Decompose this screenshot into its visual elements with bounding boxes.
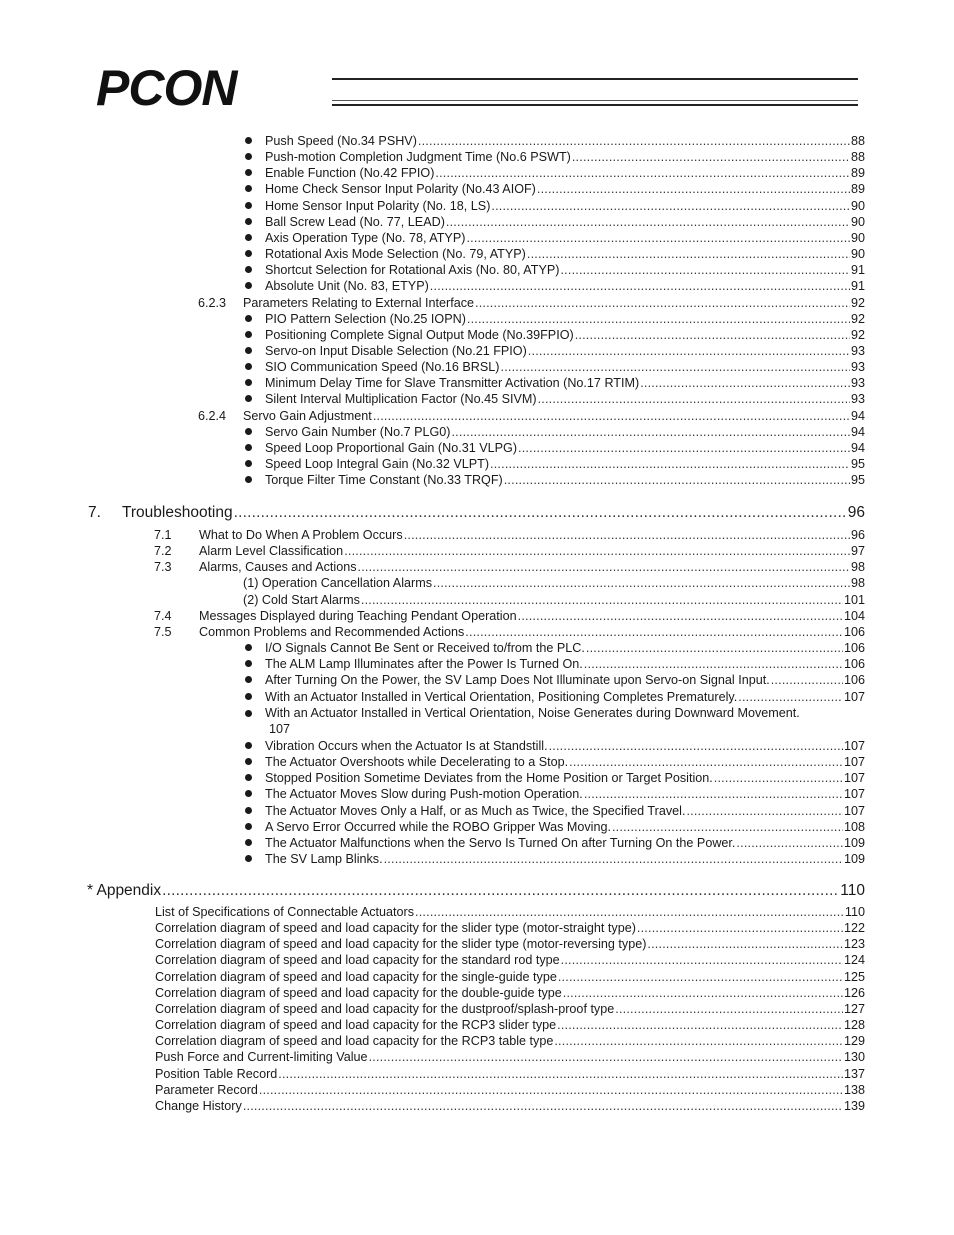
toc-page-number: 130 [843,1050,865,1065]
leader-dots [686,803,843,819]
toc-title: The SV Lamp Blinks. [265,852,383,866]
leader-dots [466,230,850,246]
toc-title: Troubleshooting [122,504,233,521]
toc-page-number: 94 [850,440,865,455]
leader-dots [344,543,850,559]
toc-page-number: 91 [850,263,865,278]
toc-item [265,851,865,867]
toc-page-number: 127 [843,1001,865,1016]
bullet-icon [245,823,252,830]
toc-item [155,985,865,1001]
bullet-icon [245,315,252,322]
toc-item [265,375,865,391]
leader-dots [435,165,850,181]
toc-item [265,835,865,851]
toc-title: The Actuator Moves Only a Half, or as Much as Twice, the Specified Travel. [265,803,686,818]
toc-title: Correlation diagram of speed and load capacity for the RCP3 slider type [155,1018,557,1033]
toc-page-number: 107 [843,755,865,770]
toc-page-number: 139 [843,1098,865,1113]
bullet-icon [245,282,252,289]
toc-page-number: 95 [850,457,865,471]
toc-item [265,246,865,262]
toc-page-number: 124 [843,953,865,968]
toc-title: The Actuator Malfunctions when the Servo Is Turned On after Turning On the Power. [265,835,736,850]
toc-page-number: 110 [840,882,865,899]
leader-dots [475,295,850,311]
bullet-icon [245,137,252,144]
bullet-icon [245,742,252,749]
leader-dots [714,770,843,786]
bullet-icon [245,379,252,386]
leader-dots [736,835,843,851]
toc-title: After Turning On the Power, the SV Lamp Does Not Illuminate upon Servo-on Signal Input. [265,673,770,688]
toc-title: I/O Signals Cannot Be Sent or Received to/from the PLC. [265,641,585,656]
toc-number: 7.1 [154,528,172,542]
bullet-icon [245,395,252,402]
toc-title: What to Do When A Problem Occurs [199,528,403,542]
leader-dots [637,920,843,936]
header-rule-bottom [332,104,858,106]
leader-dots [558,969,843,985]
toc-item [155,969,865,985]
toc-title: Enable Function (No.42 FPIO) [265,166,435,181]
toc-page-number: 96 [850,528,865,542]
leader-dots [538,391,850,407]
toc-title: Servo Gain Adjustment [243,408,372,423]
toc-item [265,656,865,672]
toc-subsection [198,295,865,311]
leader-dots [560,262,850,278]
leader-dots [433,575,850,591]
toc-page-number: 88 [850,150,865,165]
toc-subsection [198,408,865,424]
leader-dots [584,786,843,802]
leader-dots [575,327,850,343]
toc-title: The Actuator Overshoots while Decelerating to a Stop. [265,755,569,770]
leader-dots [418,133,850,149]
toc-page-number: 90 [850,230,865,245]
toc-page-number: 90 [850,198,865,213]
pcon-logo [96,60,336,116]
leader-dots [404,527,850,543]
toc-section [154,608,865,624]
leader-dots [259,1082,843,1098]
bullet-icon [245,710,252,717]
bullet-icon [245,476,252,483]
toc-item [265,640,865,656]
toc-item [265,230,865,246]
leader-dots [518,608,843,624]
toc-item [155,1017,865,1033]
bullet-icon [245,428,252,435]
leader-dots [415,904,844,920]
toc-number: 6.2.4 [198,408,227,423]
toc-item [265,819,865,835]
toc-page-number: 106 [843,641,865,656]
leader-dots [490,456,850,472]
toc-page-number: 89 [850,166,865,181]
leader-dots [615,1001,843,1017]
leader-dots [549,738,843,754]
toc-title: The ALM Lamp Illuminates after the Power Is Turned On. [265,657,583,672]
toc-title: Vibration Occurs when the Actuator Is at Standstill. [265,738,548,753]
toc-title: With an Actuator Installed in Vertical Orientation, Positioning Completes Prematurely. [265,689,738,704]
toc-page-number: 109 [843,835,865,850]
toc-page-number: 92 [850,327,865,342]
toc-item [155,936,865,952]
toc-item [265,198,865,214]
toc-title: Minimum Delay Time for Slave Transmitter Activation (No.17 RTIM) [265,376,640,391]
leader-dots [451,424,850,440]
toc-number: 7.2 [154,544,172,559]
leader-dots [586,640,843,656]
leader-dots [162,881,839,900]
toc-title: Stopped Position Sometime Deviates from the Home Position or Target Position. [265,771,713,786]
toc-page-number: 107 [843,689,865,704]
toc-page-number: 90 [850,247,865,262]
toc-number: 7.3 [154,560,172,575]
toc-page-number: 91 [850,279,865,294]
toc-item [265,133,865,149]
bullet-icon [245,693,252,700]
leader-dots [234,503,847,522]
toc-section [154,624,865,640]
toc-item [265,672,865,688]
bullet-icon [245,218,252,225]
toc-item [265,770,865,786]
toc-page-number: 104 [843,608,865,623]
bullet-icon [245,644,252,651]
bullet-icon [245,790,252,797]
toc-page-number: 109 [843,852,865,866]
leader-dots [584,656,843,672]
toc-chapter [88,503,865,522]
toc-item-wrapped: With an Actuator Installed in Vertical Orientation, Noise Generates during Downward Movement. [265,705,800,720]
toc-page-number: 138 [843,1082,865,1097]
toc-page-number: 110 [844,905,865,919]
leader-dots [446,214,850,230]
toc-item [155,1033,865,1049]
leader-dots [384,851,843,867]
toc-item [265,472,865,488]
toc-title: Torque Filter Time Constant (No.33 TRQF) [265,473,503,488]
toc-title: Alarms, Causes and Actions [199,560,357,575]
bullet-icon [245,185,252,192]
toc-page-number: 106 [843,673,865,688]
leader-dots [430,278,850,294]
bullet-icon [245,774,252,781]
toc-item [265,214,865,230]
bullet-icon [245,266,252,273]
toc-title: Parameter Record [155,1082,258,1097]
leader-dots [373,408,850,424]
toc-page-number: 93 [850,360,865,375]
toc-page-number: 107 [843,803,865,818]
leader-dots [361,592,843,608]
toc-page-number: 107 [843,738,865,753]
toc-page-number: 129 [843,1034,865,1049]
toc-page-number: 107 [269,721,291,736]
leader-dots [569,754,843,770]
bullet-icon [245,660,252,667]
toc-item [265,165,865,181]
toc-item [265,359,865,375]
leader-dots [563,985,843,1001]
bullet-icon [245,839,252,846]
toc-page-number: 107 [843,787,865,802]
toc-page-number: 106 [843,624,865,639]
toc-title: Correlation diagram of speed and load capacity for the standard rod type [155,953,560,968]
toc-title: * Appendix [87,882,162,899]
toc-page-number: 92 [850,295,865,310]
toc-title: Home Check Sensor Input Polarity (No.43 AIOF) [265,182,536,197]
leader-dots [771,672,843,688]
toc-section [154,543,865,559]
toc-item [243,592,865,608]
toc-page-number: 137 [843,1066,865,1081]
logo-text: PCON [96,60,237,116]
toc-title: (1) Operation Cancellation Alarms [243,576,432,591]
leader-dots [561,952,843,968]
toc-page-number: 94 [850,408,865,423]
bullet-icon [245,250,252,257]
leader-dots [527,246,850,262]
toc-title: Speed Loop Integral Gain (No.32 VLPT) [265,457,490,471]
bullet-icon [245,460,252,467]
toc-title: PIO Pattern Selection (No.25 IOPN) [265,311,466,326]
toc-section [154,527,865,543]
bullet-icon [245,676,252,683]
leader-dots [554,1033,843,1049]
leader-dots [243,1098,843,1114]
toc-title: Absolute Unit (No. 83, ETYP) [265,279,429,294]
leader-dots [647,936,843,952]
toc-item [265,803,865,819]
leader-dots [491,198,850,214]
leader-dots [528,343,850,359]
toc-section [154,559,865,575]
toc-page-number: 98 [850,576,865,591]
toc-item [265,181,865,197]
leader-dots [369,1049,843,1065]
leader-dots [504,472,850,488]
toc-title: Push-motion Completion Judgment Time (No.6 PSWT) [265,150,571,165]
bullet-icon [245,363,252,370]
toc-page-number: 126 [843,985,865,1000]
toc-title: Position Table Record [155,1066,278,1081]
toc-item [265,311,865,327]
bullet-icon [245,444,252,451]
toc-page-number: 128 [843,1018,865,1033]
toc-title: Silent Interval Multiplication Factor (No.45 SIVM) [265,392,537,407]
toc-page-number: 90 [850,214,865,229]
toc-item [265,689,865,705]
header-rule-middle [332,100,858,101]
leader-dots [501,359,850,375]
toc-page-number: 95 [850,473,865,488]
toc-item [155,1001,865,1017]
toc-number: 6.2.3 [198,295,227,310]
leader-dots [467,311,850,327]
toc-page-number: 101 [843,592,865,607]
toc-item [155,952,865,968]
toc-title: SIO Communication Speed (No.16 BRSL) [265,360,500,375]
leader-dots [612,819,843,835]
toc-page-number: 123 [843,937,865,952]
bullet-icon [245,331,252,338]
toc-title: Positioning Complete Signal Output Mode (No.39FPIO) [265,327,574,342]
leader-dots [518,440,850,456]
toc-page-number: 96 [847,504,865,521]
toc-page-number: 125 [843,969,865,984]
toc-title: Shortcut Selection for Rotational Axis (No. 80, ATYP) [265,263,560,278]
toc-item [155,1098,865,1114]
toc-title: Correlation diagram of speed and load capacity for the RCP3 table type [155,1034,554,1049]
toc-item [265,391,865,407]
leader-dots [278,1066,843,1082]
toc-title: Ball Screw Lead (No. 77, LEAD) [265,214,445,229]
bullet-icon [245,855,252,862]
toc-title: Change History [155,1098,242,1113]
toc-title: Correlation diagram of speed and load capacity for the single-guide type [155,969,557,984]
leader-dots [358,559,850,575]
toc-title: Messages Displayed during Teaching Pendant Operation [199,608,517,623]
toc-title: Push Speed (No.34 PSHV) [265,134,417,148]
toc-item [265,424,865,440]
toc-number: 7. [88,504,101,521]
toc-item [155,1049,865,1065]
toc-title: Correlation diagram of speed and load capacity for the slider type (motor-reversing type) [155,937,647,952]
toc-page-number: 93 [850,376,865,391]
bullet-icon [245,347,252,354]
toc-item [155,920,865,936]
toc-item [265,754,865,770]
leader-dots [537,181,850,197]
toc-item [155,1066,865,1082]
toc-title: A Servo Error Occurred while the ROBO Gripper Was Moving. [265,819,611,834]
leader-dots [465,624,843,640]
toc-title: The Actuator Moves Slow during Push-motion Operation. [265,787,583,802]
toc-chapter [87,881,865,900]
toc-item [265,327,865,343]
toc-title: Servo Gain Number (No.7 PLG0) [265,424,451,439]
toc-item [265,456,865,472]
toc-title: Home Sensor Input Polarity (No. 18, LS) [265,198,491,213]
toc-item [265,149,865,165]
toc-item [265,440,865,456]
toc-title: Parameters Relating to External Interface [243,295,474,310]
bullet-icon [245,153,252,160]
bullet-icon [245,758,252,765]
toc-title: Common Problems and Recommended Actions [199,624,465,639]
toc-title: Servo-on Input Disable Selection (No.21 FPIO) [265,343,527,358]
toc-item [265,738,865,754]
bullet-icon [245,169,252,176]
toc-page-number: 122 [843,921,865,936]
toc-title: Correlation diagram of speed and load capacity for the dustproof/splash-proof type [155,1001,615,1016]
bullet-icon [245,202,252,209]
toc-item [155,904,865,920]
toc-item [265,262,865,278]
toc-item [265,278,865,294]
toc-title: Alarm Level Classification [199,544,344,559]
leader-dots [557,1017,843,1033]
header-rule-top [332,78,858,80]
toc-title: List of Specifications of Connectable Actuators [155,905,415,919]
toc-page-number: 97 [850,544,865,559]
toc-item [243,575,865,591]
toc-number: 7.4 [154,608,172,623]
leader-dots [738,689,843,705]
bullet-icon [245,807,252,814]
toc-item [155,1082,865,1098]
toc-title: Axis Operation Type (No. 78, ATYP) [265,230,466,245]
toc-page-number: 94 [850,424,865,439]
toc-item [265,786,865,802]
toc-item [265,343,865,359]
toc-number: 7.5 [154,624,172,639]
toc-page-number: 93 [850,392,865,407]
toc-page-number: 93 [850,343,865,358]
toc-page-number: 108 [843,819,865,834]
toc-title: Rotational Axis Mode Selection (No. 79, ATYP) [265,247,526,262]
toc-title: Correlation diagram of speed and load capacity for the slider type (motor-straight type) [155,921,636,936]
toc-page-number: 89 [850,182,865,197]
toc-title: Speed Loop Proportional Gain (No.31 VLPG) [265,440,518,455]
toc-title: (2) Cold Start Alarms [243,592,360,607]
toc-page-number: 92 [850,311,865,326]
toc-title: Push Force and Current-limiting Value [155,1050,368,1065]
toc-title: Correlation diagram of speed and load capacity for the double-guide type [155,985,562,1000]
toc-page-number: 106 [843,657,865,672]
toc-page-number: 98 [850,560,865,575]
leader-dots [572,149,850,165]
toc-page-number: 88 [850,134,865,148]
bullet-icon [245,234,252,241]
leader-dots [640,375,850,391]
toc-page-number: 107 [843,771,865,786]
